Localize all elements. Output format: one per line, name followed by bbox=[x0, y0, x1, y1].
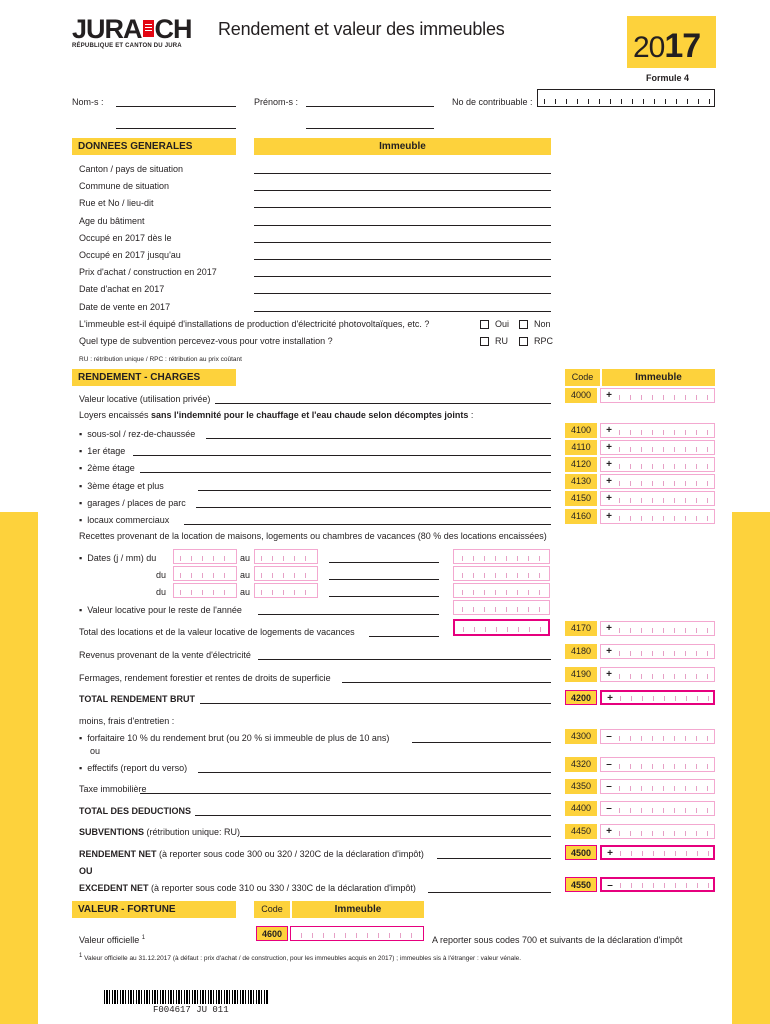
sign: + bbox=[606, 442, 612, 453]
forfaitaire-line bbox=[412, 742, 551, 743]
year-prefix: 20 bbox=[633, 31, 665, 64]
donnees-field-input[interactable] bbox=[254, 242, 551, 243]
au-label: au bbox=[240, 570, 251, 580]
date-to-box[interactable] bbox=[254, 549, 318, 564]
loyers-bold: sans l'indemnité pour le chauffage et l'eau chaude selon décomptes joints bbox=[151, 410, 469, 420]
donnees-field-label: Age du bâtiment bbox=[79, 215, 145, 226]
date-to-box[interactable] bbox=[254, 583, 318, 598]
valeur-locative-label: Valeur locative (utilisation privée) bbox=[79, 394, 211, 404]
fermages-line bbox=[342, 682, 551, 683]
sign: + bbox=[606, 669, 612, 680]
fortune-footnote: $^1$ Valeur officielle au 31.12.2017 (à défaut : prix d'achat / de construction, pour les immeubles acquis en 2017) ; immeubles sis à l'étranger : valeur vénale. bbox=[79, 953, 522, 963]
effectifs-line bbox=[198, 772, 551, 773]
donnees-field-input[interactable] bbox=[254, 225, 551, 226]
total-brut-label: TOTAL RENDEMENT BRUT bbox=[79, 694, 195, 704]
etage-label: ▪ 3ème étage et plus bbox=[79, 481, 164, 492]
contribuable-field[interactable] bbox=[537, 89, 715, 107]
valeur-reste-box[interactable] bbox=[453, 600, 550, 615]
code-4450: 4450 bbox=[565, 824, 597, 839]
sign: + bbox=[606, 826, 612, 837]
du-label-2: du bbox=[156, 570, 167, 580]
amount-4320[interactable] bbox=[600, 757, 715, 772]
nom-field[interactable] bbox=[116, 106, 236, 107]
date-from-box[interactable] bbox=[173, 549, 237, 564]
taxe-line bbox=[140, 793, 551, 794]
logo-text-right: CH bbox=[154, 14, 192, 44]
year-suffix: 17 bbox=[664, 27, 701, 65]
prenom-field[interactable] bbox=[306, 106, 434, 107]
sign: + bbox=[606, 493, 612, 504]
amount-4130[interactable] bbox=[600, 474, 715, 489]
date-amount-box[interactable] bbox=[453, 566, 550, 581]
donnees-field-label: Occupé en 2017 jusqu'au bbox=[79, 250, 181, 260]
fermages-label: Fermages, rendement forestier et rentes de droits de superficie bbox=[79, 673, 331, 683]
fortune-section-title: VALEUR - FORTUNE bbox=[72, 901, 236, 918]
sign: – bbox=[606, 731, 612, 742]
right-side-band bbox=[732, 512, 770, 1024]
donnees-field-input[interactable] bbox=[254, 259, 551, 260]
code-4150: 4150 bbox=[565, 491, 597, 506]
non-label: Non bbox=[534, 319, 551, 329]
fortune-immeuble-header: Immeuble bbox=[292, 901, 424, 918]
prenom-field-2[interactable] bbox=[306, 128, 434, 129]
donnees-field-input[interactable] bbox=[254, 207, 551, 208]
amount-4160[interactable] bbox=[600, 509, 715, 524]
date-to-box[interactable] bbox=[254, 566, 318, 581]
sign: + bbox=[606, 390, 612, 401]
rpc-label: RPC bbox=[534, 336, 554, 346]
au-label: au bbox=[240, 587, 251, 597]
total-deductions-label: TOTAL DES DEDUCTIONS bbox=[79, 806, 192, 816]
code-4180: 4180 bbox=[565, 644, 597, 659]
fortune-amount-box[interactable] bbox=[290, 926, 424, 941]
nom-field-2[interactable] bbox=[116, 128, 236, 129]
net-rest: (à reporter sous code 300 ou 320 / 320C de la déclaration d'impôt) bbox=[156, 849, 424, 859]
excedent-rest: (à reporter sous code 310 ou 330 / 330C de la déclaration d'impôt) bbox=[148, 883, 416, 893]
recettes-label: Recettes provenant de la location de maisons, logements ou chambres de vacances (80 % des locations encaissées) bbox=[79, 531, 547, 541]
subventions-rest: (rétribution unique: RU) bbox=[144, 827, 241, 837]
photovoltaic-question: L'immeuble est-il équipé d'installations de production d'électricité photovoltaïques, etc. ? bbox=[79, 319, 430, 329]
code-4160: 4160 bbox=[565, 509, 597, 524]
prenom-label: Prénom-s : bbox=[254, 97, 299, 107]
date-from-box[interactable] bbox=[173, 583, 237, 598]
total-deductions-line bbox=[195, 815, 551, 816]
rpc-checkbox[interactable] bbox=[519, 337, 528, 346]
ru-checkbox[interactable] bbox=[480, 337, 489, 346]
code-4200: 4200 bbox=[565, 690, 597, 705]
forfaitaire-label: ▪ forfaitaire 10 % du rendement brut (ou 20 % si immeuble de plus de 10 ans) bbox=[79, 733, 389, 744]
total-brut-line bbox=[200, 703, 551, 704]
donnees-immeuble-header: Immeuble bbox=[254, 138, 551, 155]
excedent-line bbox=[428, 892, 551, 893]
code-4550: 4550 bbox=[565, 877, 597, 892]
du-label-3: du bbox=[156, 587, 167, 597]
excedent-bold: EXCEDENT NET bbox=[79, 883, 149, 893]
sign: – bbox=[607, 880, 613, 891]
fortune-reporter: A reporter sous codes 700 et suivants de la déclaration d'impôt bbox=[432, 935, 683, 945]
fortune-footnote-text: Valeur officielle au 31.12.2017 (à défaut : prix d'achat / de construction, pour les immeubles acquis en 2017) ; immeubles sis à l'étranger : valeur vénale. bbox=[84, 955, 522, 963]
au-label: au bbox=[240, 553, 251, 563]
page-title: Rendement et valeur des immeubles bbox=[218, 19, 505, 39]
fortune-code: 4600 bbox=[256, 926, 288, 941]
code-4100: 4100 bbox=[565, 423, 597, 438]
effectifs-label: ▪ effectifs (report du verso) bbox=[79, 763, 187, 774]
etage-line bbox=[133, 455, 551, 456]
date-amount-box[interactable] bbox=[453, 549, 550, 564]
amount-4500[interactable] bbox=[600, 845, 715, 860]
date-amount-line bbox=[329, 562, 439, 563]
barcode bbox=[104, 990, 268, 1004]
amount-4150[interactable] bbox=[600, 491, 715, 506]
date-amount-line bbox=[329, 579, 439, 580]
amount-4110[interactable] bbox=[600, 440, 715, 455]
valeur-reste-label: ▪ Valeur locative pour le reste de l'année bbox=[79, 605, 242, 616]
etage-line bbox=[206, 438, 551, 439]
code-4350: 4350 bbox=[565, 779, 597, 794]
rendement-section-title: RENDEMENT - CHARGES bbox=[72, 369, 236, 386]
etage-line bbox=[196, 507, 551, 508]
jura-flag-icon bbox=[143, 20, 154, 37]
dates-label: ▪ Dates (j / mm) du bbox=[79, 553, 156, 564]
donnees-field-input[interactable] bbox=[254, 173, 551, 174]
valeur-officielle-text: Valeur officielle bbox=[79, 935, 140, 945]
code-4110: 4110 bbox=[565, 440, 597, 455]
etage-label: ▪ 2ème étage bbox=[79, 463, 135, 474]
total-locations-label: Total des locations et de la valeur locative de logements de vacances bbox=[79, 627, 355, 637]
loyers-suffix: : bbox=[468, 410, 474, 420]
formule-label: Formule 4 bbox=[646, 73, 690, 83]
taxe-label: Taxe immobilière bbox=[79, 784, 147, 794]
rendement-code-header: Code bbox=[565, 369, 600, 386]
code-4320: 4320 bbox=[565, 757, 597, 772]
etage-line bbox=[184, 524, 551, 525]
loyers-label bbox=[79, 410, 473, 421]
subventions-label bbox=[79, 827, 240, 838]
donnees-field-input[interactable] bbox=[254, 276, 551, 277]
amount-4100[interactable] bbox=[600, 423, 715, 438]
donnees-field-input[interactable] bbox=[254, 190, 551, 191]
amount-4200[interactable] bbox=[600, 690, 715, 705]
code-4300: 4300 bbox=[565, 729, 597, 744]
loyers-prefix: Loyers encaissés bbox=[79, 410, 152, 420]
amount-4180[interactable] bbox=[600, 644, 715, 659]
code-4120: 4120 bbox=[565, 457, 597, 472]
code-4500: 4500 bbox=[565, 845, 597, 860]
code-4400: 4400 bbox=[565, 801, 597, 816]
net-line bbox=[437, 858, 551, 859]
donnees-field-label: Rue et No / lieu-dit bbox=[79, 198, 154, 209]
etage-label: ▪ garages / places de parc bbox=[79, 498, 186, 509]
donnees-field-label: Prix d'achat / construction en 2017 bbox=[79, 267, 217, 278]
subventions-line bbox=[240, 836, 551, 837]
date-amount-box[interactable] bbox=[453, 583, 550, 598]
donnees-field-input[interactable] bbox=[254, 293, 551, 294]
etage-line bbox=[140, 472, 551, 473]
nom-label: Nom-s : bbox=[72, 97, 104, 107]
rendement-immeuble-header: Immeuble bbox=[602, 369, 715, 386]
sign: + bbox=[606, 646, 612, 657]
donnees-field-label: Canton / pays de situation bbox=[79, 164, 184, 174]
donnees-field-input[interactable] bbox=[254, 311, 551, 312]
amount-4350[interactable] bbox=[600, 779, 715, 794]
sign: – bbox=[606, 803, 612, 814]
oui-label: Oui bbox=[495, 319, 510, 329]
valeur-locative-line bbox=[215, 403, 551, 404]
amount-4170[interactable] bbox=[600, 621, 715, 636]
etage-label: ▪ sous-sol / rez-de-chaussée bbox=[79, 429, 195, 440]
donnees-field-label: Commune de situation bbox=[79, 181, 170, 192]
sign: + bbox=[606, 425, 612, 436]
net-label bbox=[79, 849, 424, 860]
sign: – bbox=[606, 759, 612, 770]
year-box bbox=[627, 16, 716, 68]
ou-big: OU bbox=[79, 866, 93, 876]
code-4170: 4170 bbox=[565, 621, 597, 636]
donnees-footnote: RU : rétribution unique / RPC : rétribution au prix coûtant bbox=[79, 356, 242, 363]
donnees-field-label: Date d'achat en 2017 bbox=[79, 284, 165, 295]
ru-label: RU bbox=[495, 336, 508, 346]
amount-4300[interactable] bbox=[600, 729, 715, 744]
sign: + bbox=[606, 511, 612, 522]
revenus-electricite-label: Revenus provenant de la vente d'électricité bbox=[79, 650, 251, 660]
amount-4000[interactable] bbox=[600, 388, 715, 403]
non-checkbox[interactable] bbox=[519, 320, 528, 329]
subventions-bold: SUBVENTIONS bbox=[79, 827, 145, 837]
code-4190: 4190 bbox=[565, 667, 597, 682]
fortune-code-header: Code bbox=[254, 901, 290, 918]
date-from-box[interactable] bbox=[173, 566, 237, 581]
amount-4120[interactable] bbox=[600, 457, 715, 472]
etage-line bbox=[198, 490, 551, 491]
sign: + bbox=[607, 693, 613, 704]
net-bold: RENDEMENT NET bbox=[79, 849, 157, 859]
date-amount-line bbox=[329, 596, 439, 597]
left-side-band bbox=[0, 512, 38, 1024]
code-4130: 4130 bbox=[565, 474, 597, 489]
ou-small: ou bbox=[90, 746, 101, 756]
etage-label: ▪ locaux commerciaux bbox=[79, 515, 169, 526]
logo bbox=[72, 16, 192, 49]
contribuable-label: No de contribuable : bbox=[452, 97, 533, 107]
sign: – bbox=[606, 781, 612, 792]
subvention-question: Quel type de subvention percevez-vous pour votre installation ? bbox=[79, 336, 333, 346]
sign: + bbox=[606, 459, 612, 470]
total-locations-box[interactable] bbox=[453, 619, 550, 636]
valeur-officielle-label: Valeur officielle $^1$ bbox=[79, 935, 146, 945]
amount-4400[interactable] bbox=[600, 801, 715, 816]
sign: + bbox=[606, 476, 612, 487]
donnees-field-label: Occupé en 2017 dès le bbox=[79, 232, 172, 243]
donnees-field-label: Date de vente en 2017 bbox=[79, 301, 171, 312]
logo-subtitle: RÉPUBLIQUE ET CANTON DU JURA bbox=[72, 43, 182, 49]
logo-text-left: JURA bbox=[72, 14, 142, 44]
code-4000: 4000 bbox=[565, 388, 597, 403]
total-locations-line bbox=[369, 636, 439, 637]
donnees-section-title: DONNEES GENERALES bbox=[72, 138, 236, 155]
revenus-electricite-line bbox=[258, 659, 551, 660]
oui-checkbox[interactable] bbox=[480, 320, 489, 329]
sign: + bbox=[607, 848, 613, 859]
amount-4450[interactable] bbox=[600, 824, 715, 839]
excedent-label bbox=[79, 883, 416, 894]
sign: + bbox=[606, 623, 612, 634]
barcode-text: F004617 JU 011 bbox=[153, 1005, 229, 1015]
valeur-reste-line bbox=[258, 614, 439, 615]
etage-label: ▪ 1er étage bbox=[79, 446, 125, 457]
moins-frais-label: moins, frais d'entretien : bbox=[79, 716, 175, 726]
amount-4190[interactable] bbox=[600, 667, 715, 682]
amount-4550[interactable] bbox=[600, 877, 715, 892]
